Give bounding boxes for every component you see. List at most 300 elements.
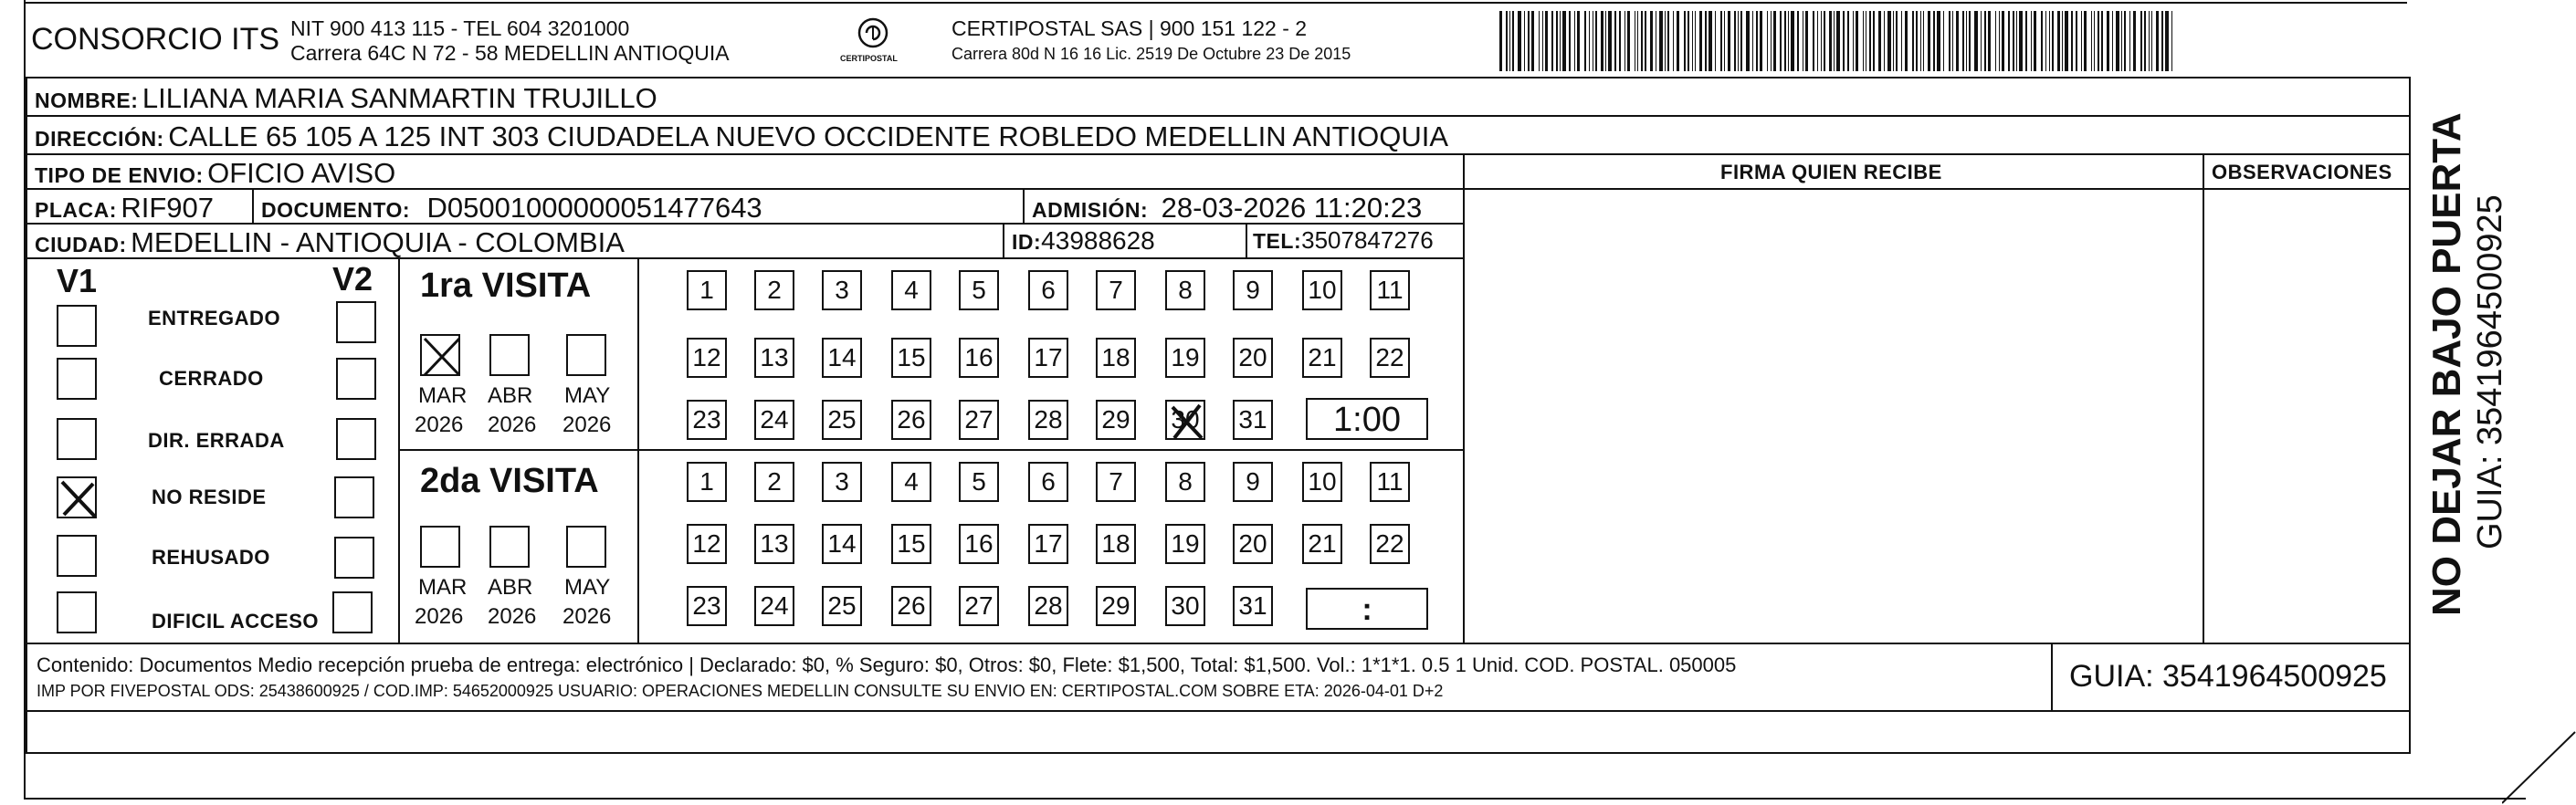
second-visit-day-29[interactable]: 29 (1096, 586, 1136, 626)
barcode-bar (1896, 11, 1898, 71)
barcode-bar (1562, 11, 1566, 71)
barcode-bar (1767, 11, 1768, 71)
barcode-bar (1569, 11, 1571, 71)
first-visit-day-27[interactable]: 27 (959, 400, 999, 440)
direccion-value: CALLE 65 105 A 125 INT 303 CIUDADELA NUEVO OCCIDENTE ROBLEDO MEDELLIN ANTIOQUIA (168, 120, 1449, 152)
page-edge-left (24, 0, 26, 800)
first-visit-day-28[interactable]: 28 (1028, 400, 1068, 440)
barcode-bar (1709, 11, 1712, 71)
ciudad-value: MEDELLIN - ANTIOQUIA - COLOMBIA (131, 226, 625, 258)
barcode-bar (1509, 11, 1510, 71)
v1-checkbox-rehusado[interactable] (57, 535, 97, 577)
first-visit-time-box[interactable] (1306, 398, 1428, 440)
barcode-bar (1595, 11, 1597, 71)
barcode-bar (1984, 11, 1986, 71)
tipo-label: TIPO DE ENVIO: (35, 163, 204, 187)
second-visit-day-11[interactable]: 11 (1370, 462, 1410, 502)
v1-checkbox-cerrado[interactable] (57, 358, 97, 400)
first-visit-day-5[interactable]: 5 (959, 270, 999, 310)
vrule-placa (252, 188, 254, 223)
second-visit-day-22[interactable]: 22 (1370, 524, 1410, 564)
barcode-bar (1974, 11, 1978, 71)
barcode-bar (1878, 11, 1881, 71)
barcode-bar (2065, 11, 2068, 71)
barcode-bar (1966, 11, 1967, 71)
barcode-bar (1677, 11, 1679, 71)
second-visit-day-6[interactable]: 6 (1028, 462, 1068, 502)
barcode-bar (1560, 11, 1561, 71)
v1-heading: V1 (57, 262, 98, 299)
first-visit-day-3[interactable]: 3 (822, 270, 862, 310)
barcode (1499, 11, 2184, 71)
first-visit-day-14[interactable]: 14 (822, 338, 862, 378)
second-visit-day-21[interactable]: 21 (1302, 524, 1342, 564)
certipostal-logo (827, 13, 919, 68)
second-visit-year-may: 2026 (563, 604, 612, 629)
barcode-bar (1943, 11, 1944, 71)
vrule-admision (1023, 188, 1025, 223)
second-visit-month-abr: ABR (488, 575, 533, 600)
second-visit-day-25[interactable]: 25 (822, 586, 862, 626)
rule-columns-header (1463, 188, 2411, 190)
barcode-bar (2008, 11, 2010, 71)
barcode-bar (2098, 11, 2099, 71)
nombre-label: NOMBRE: (35, 89, 139, 112)
v1-checkbox-dir-errada[interactable] (57, 418, 97, 460)
v2-checkbox-dificil-acceso[interactable] (332, 591, 373, 633)
first-visit-day-18[interactable]: 18 (1096, 338, 1136, 378)
barcode-bar (1893, 11, 1894, 71)
barcode-bar (1999, 11, 2000, 71)
footer-contenido: Contenido: Documentos Medio recepción prueba de entrega: electrónico | Declarado: $0, % Seguro: $0, Otros: $0, Flete: $1,500, Total: $1,500. Vol.: 1*1*1. 0.5 1 Unid. COD. POSTAL. 050005 (37, 653, 1737, 676)
barcode-bar (1869, 11, 1871, 71)
second-visit-day-2[interactable]: 2 (754, 462, 794, 502)
barcode-bar (1756, 11, 1758, 71)
barcode-bar (1545, 11, 1548, 71)
first-visit-month-may: MAY (564, 383, 611, 408)
first-visit-month-may-checkbox[interactable] (566, 334, 606, 376)
barcode-bar (2045, 11, 2046, 71)
barcode-bar (1956, 11, 1959, 71)
nombre-row (35, 84, 657, 112)
barcode-bar (1724, 11, 1725, 71)
first-visit-day-23[interactable]: 23 (687, 400, 727, 440)
barcode-bar (1512, 11, 1514, 71)
company-address: Carrera 64C N 72 - 58 MEDELLIN ANTIOQUIA (290, 41, 730, 65)
barcode-bar (1952, 11, 1953, 71)
second-visit-day-18[interactable]: 18 (1096, 524, 1136, 564)
barcode-bar (1920, 11, 1921, 71)
vrule-tel (1246, 223, 1247, 257)
barcode-bar (1539, 11, 1540, 71)
second-visit-day-20[interactable]: 20 (1233, 524, 1273, 564)
barcode-bar (2091, 11, 2092, 71)
barcode-bar (1901, 11, 1902, 71)
second-visit-time: : (1362, 592, 1372, 627)
id-row (1012, 228, 1155, 254)
logo-text: CERTIPOSTAL (840, 54, 898, 63)
footer-imp: IMP POR FIVEPOSTAL ODS: 25438600925 / COD.IMP: 54652000925 USUARIO: OPERACIONES MEDELLIN CONSULTE SU ENVIO EN: CERTIPOSTAL.COM SOBRE ETA: 2026-04-01 D+2 (37, 682, 1444, 700)
v1-checkbox-no-reside[interactable] (57, 476, 97, 518)
barcode-bar (1528, 11, 1530, 71)
barcode-bar (1577, 11, 1580, 71)
barcode-bar (1933, 11, 1935, 71)
barcode-bar (2094, 11, 2095, 71)
first-visit-month-mar: MAR (418, 383, 468, 408)
barcode-bar (1873, 11, 1875, 71)
barcode-bar (2165, 11, 2169, 71)
placa-value: RIF907 (121, 192, 215, 224)
barcode-bar (1923, 11, 1924, 71)
barcode-bar (2101, 11, 2103, 71)
barcode-bar (1817, 11, 1818, 71)
barcode-bar (2013, 11, 2014, 71)
first-visit-day-24[interactable]: 24 (754, 400, 794, 440)
first-visit-day-8[interactable]: 8 (1165, 270, 1205, 310)
v2-heading: V2 (332, 260, 373, 298)
second-visit-day-3[interactable]: 3 (822, 462, 862, 502)
documento-label: DOCUMENTO: (261, 198, 411, 222)
barcode-bar (1524, 11, 1525, 71)
first-visit-day-2[interactable]: 2 (754, 270, 794, 310)
status-label-no-reside: NO RESIDE (152, 486, 267, 508)
barcode-bar (1949, 11, 1950, 71)
placa-row (35, 193, 214, 222)
first-visit-year-mar: 2026 (415, 413, 464, 437)
first-visit-day-15[interactable]: 15 (891, 338, 931, 378)
barcode-bar (1688, 11, 1689, 71)
barcode-bar (1969, 11, 1971, 71)
barcode-bar (2019, 11, 2023, 71)
first-visit-day-6[interactable]: 6 (1028, 270, 1068, 310)
barcode-bar (1843, 11, 1845, 71)
barcode-bar (2171, 11, 2172, 71)
barcode-bar (1834, 11, 1835, 71)
first-visit-day-21[interactable]: 21 (1302, 338, 1342, 378)
first-visit-month-abr-checkbox[interactable] (489, 334, 530, 376)
barcode-bar (2025, 11, 2027, 71)
barcode-bar (1760, 11, 1762, 71)
second-visit-day-13[interactable]: 13 (754, 524, 794, 564)
second-visit-month-mar-checkbox[interactable] (420, 526, 460, 568)
barcode-bar (1699, 11, 1702, 71)
second-visit-month-mar: MAR (418, 575, 468, 600)
v2-checkbox-entregado[interactable] (336, 301, 376, 343)
v1-checkbox-entregado[interactable] (57, 305, 97, 347)
barcode-bar (1608, 11, 1612, 71)
barcode-bar (1720, 11, 1722, 71)
barcode-bar (1746, 11, 1750, 71)
barcode-bar (1847, 11, 1849, 71)
barcode-bar (1988, 11, 1991, 71)
page-edge-bottom (24, 798, 2526, 800)
first-visit-day-17[interactable]: 17 (1028, 338, 1068, 378)
barcode-bar (1542, 11, 1543, 71)
second-visit-day-1[interactable]: 1 (687, 462, 727, 502)
first-visit-day-9[interactable]: 9 (1233, 270, 1273, 310)
second-visit-day-30[interactable]: 30 (1165, 586, 1205, 626)
side-warning: NO DEJAR BAJO PUERTA (2424, 112, 2469, 616)
footer-guia: GUIA: 3541964500925 (2069, 659, 2387, 694)
firma-header: FIRMA QUIEN RECIBE (1720, 161, 1942, 183)
barcode-bar (1752, 11, 1753, 71)
barcode-bar (1937, 11, 1940, 71)
first-visit-time: 1:00 (1333, 401, 1401, 439)
first-visit-day-30[interactable]: 30 (1165, 400, 1205, 440)
barcode-bar (2052, 11, 2054, 71)
barcode-bar (1506, 11, 1508, 71)
second-visit-day-23[interactable]: 23 (687, 586, 727, 626)
first-visit-day-1[interactable]: 1 (687, 270, 727, 310)
barcode-bar (2084, 11, 2087, 71)
first-visit-day-19[interactable]: 19 (1165, 338, 1205, 378)
vrule-footer-guia (2051, 643, 2053, 710)
barcode-bar (2107, 11, 2109, 71)
second-visit-day-19[interactable]: 19 (1165, 524, 1205, 564)
barcode-bar (1705, 11, 1707, 71)
first-visit-day-25[interactable]: 25 (822, 400, 862, 440)
v2-checkbox-dir-errada[interactable] (336, 418, 376, 460)
barcode-bar (2031, 11, 2032, 71)
courier-name: CERTIPOSTAL SAS | 900 151 122 - 2 (952, 16, 1308, 40)
first-visit-day-10[interactable]: 10 (1302, 270, 1342, 310)
barcode-bar (2112, 11, 2113, 71)
placa-label: PLACA: (35, 198, 117, 222)
second-visit-month-may-checkbox[interactable] (566, 526, 606, 568)
second-visit-title: 2da VISITA (420, 462, 599, 500)
second-visit-day-4[interactable]: 4 (891, 462, 931, 502)
first-visit-year-abr: 2026 (488, 413, 537, 437)
id-value: 43988628 (1041, 226, 1155, 255)
barcode-bar (1780, 11, 1782, 71)
barcode-bar (1673, 11, 1674, 71)
rule-footer-bottom (26, 710, 2411, 712)
barcode-bar (1836, 11, 1840, 71)
barcode-bar (1824, 11, 1825, 71)
barcode-bar (2129, 11, 2130, 71)
barcode-bar (2144, 11, 2146, 71)
barcode-bar (1928, 11, 1930, 71)
barcode-bar (1499, 11, 1502, 71)
second-visit-month-abr-checkbox[interactable] (489, 526, 530, 568)
barcode-bar (1605, 11, 1606, 71)
admision-value: 28-03-2026 11:20:23 (1161, 192, 1423, 224)
barcode-bar (2071, 11, 2073, 71)
second-visit-day-26[interactable]: 26 (891, 586, 931, 626)
barcode-bar (1650, 11, 1653, 71)
barcode-bar (2057, 11, 2060, 71)
barcode-bar (2133, 11, 2136, 71)
ciudad-label: CIUDAD: (35, 233, 127, 256)
barcode-bar (1734, 11, 1736, 71)
second-visit-year-mar: 2026 (415, 604, 464, 629)
barcode-bar (2156, 11, 2159, 71)
v1-checkbox-dificil-acceso[interactable] (57, 591, 97, 633)
barcode-bar (2140, 11, 2142, 71)
v2-checkbox-no-reside[interactable] (334, 476, 374, 518)
barcode-bar (1884, 11, 1885, 71)
observaciones-header: OBSERVACIONES (2212, 161, 2392, 183)
barcode-bar (1788, 11, 1789, 71)
second-visit-day-10[interactable]: 10 (1302, 462, 1342, 502)
second-visit-day-27[interactable]: 27 (959, 586, 999, 626)
first-visit-day-20[interactable]: 20 (1233, 338, 1273, 378)
barcode-bar (1665, 11, 1666, 71)
barcode-bar (2151, 11, 2152, 71)
second-visit-day-28[interactable]: 28 (1028, 586, 1068, 626)
barcode-bar (2002, 11, 2004, 71)
second-visit-day-7[interactable]: 7 (1096, 462, 1136, 502)
barcode-bar (2062, 11, 2063, 71)
barcode-bar (1641, 11, 1643, 71)
tel-label: TEL: (1253, 229, 1302, 253)
barcode-bar (1624, 11, 1625, 71)
first-visit-title: 1ra VISITA (420, 267, 592, 305)
first-visit-day-4[interactable]: 4 (891, 270, 931, 310)
first-visit-day-13[interactable]: 13 (754, 338, 794, 378)
barcode-bar (2016, 11, 2017, 71)
handwritten-x-mark (58, 478, 99, 520)
barcode-bar (2124, 11, 2126, 71)
status-label-cerrado: CERRADO (159, 367, 264, 390)
barcode-bar (1619, 11, 1621, 71)
barcode-bar (1556, 11, 1558, 71)
second-visit-day-9[interactable]: 9 (1233, 462, 1273, 502)
barcode-bar (2081, 11, 2082, 71)
barcode-bar (1692, 11, 1693, 71)
barcode-bar (2049, 11, 2050, 71)
barcode-bar (1863, 11, 1864, 71)
barcode-bar (1821, 11, 1822, 71)
company-name: CONSORCIO ITS (31, 22, 280, 57)
barcode-bar (1518, 11, 1521, 71)
barcode-bar (1574, 11, 1575, 71)
first-visit-day-26[interactable]: 26 (891, 400, 931, 440)
tel-row (1253, 228, 1434, 252)
status-label-rehusado: REHUSADO (152, 546, 270, 569)
barcode-bar (1728, 11, 1730, 71)
second-visit-year-abr: 2026 (488, 604, 537, 629)
barcode-bar (1856, 11, 1858, 71)
barcode-bar (1905, 11, 1908, 71)
rule-footer-top (26, 643, 2411, 644)
vrule-form-right (1463, 153, 1465, 643)
barcode-bar (1805, 11, 1808, 71)
first-visit-day-22[interactable]: 22 (1370, 338, 1410, 378)
handwritten-x-mark (422, 336, 462, 378)
rule-after-nombre (26, 115, 2411, 117)
second-visit-day-12[interactable]: 12 (687, 524, 727, 564)
v2-checkbox-rehusado[interactable] (334, 537, 374, 579)
tel-value: 3507847276 (1301, 226, 1434, 254)
barcode-bar (2041, 11, 2043, 71)
barcode-bar (2034, 11, 2036, 71)
barcode-bar (1773, 11, 1776, 71)
courier-address: Carrera 80d N 16 16 Lic. 2519 De Octubre 23 De 2015 (952, 45, 1351, 63)
second-visit-time-box[interactable] (1306, 588, 1428, 630)
barcode-bar (1627, 11, 1630, 71)
barcode-bar (1738, 11, 1739, 71)
second-visit-day-16[interactable]: 16 (959, 524, 999, 564)
first-visit-day-29[interactable]: 29 (1096, 400, 1136, 440)
barcode-bar (2076, 11, 2077, 71)
barcode-bar (1797, 11, 1799, 71)
barcode-bar (1589, 11, 1590, 71)
barcode-bar (1551, 11, 1553, 71)
id-label: ID: (1012, 230, 1042, 254)
barcode-bar (2149, 11, 2150, 71)
second-visit-day-31[interactable]: 31 (1233, 586, 1273, 626)
barcode-bar (2161, 11, 2163, 71)
status-label-dificil-acceso: DIFICIL ACCESO (152, 610, 320, 632)
barcode-bar (1637, 11, 1638, 71)
documento-value: D05001000000051477643 (426, 192, 762, 224)
admision-row (1032, 193, 1422, 222)
direccion-row (35, 122, 1448, 151)
barcode-bar (1584, 11, 1586, 71)
barcode-bar (1813, 11, 1814, 71)
first-visit-year-may: 2026 (563, 413, 612, 437)
handwritten-x-mark (1167, 402, 1207, 442)
second-visit-day-15[interactable]: 15 (891, 524, 931, 564)
second-visit-day-24[interactable]: 24 (754, 586, 794, 626)
barcode-bar (1771, 11, 1772, 71)
barcode-bar (1784, 11, 1786, 71)
status-label-entregado: ENTREGADO (148, 307, 281, 329)
barcode-bar (2121, 11, 2122, 71)
first-visit-day-16[interactable]: 16 (959, 338, 999, 378)
barcode-bar (1962, 11, 1964, 71)
direccion-label: DIRECCIÓN: (35, 127, 164, 151)
admision-label: ADMISIÓN: (1032, 198, 1149, 222)
top-rule (24, 2, 2407, 4)
documento-row (261, 193, 762, 222)
second-visit-day-14[interactable]: 14 (822, 524, 862, 564)
status-label-dir-errada: DIR. ERRADA (148, 429, 285, 452)
v2-checkbox-cerrado[interactable] (336, 358, 376, 400)
barcode-bar (1614, 11, 1616, 71)
first-visit-month-abr: ABR (488, 383, 533, 408)
tipo-row (35, 159, 395, 187)
rule-visit-split (398, 449, 1463, 451)
second-visit-month-may: MAY (564, 575, 611, 600)
barcode-bar (1695, 11, 1696, 71)
company-nit-tel: NIT 900 413 115 - TEL 604 3201000 (290, 16, 630, 40)
second-visit-day-17[interactable]: 17 (1028, 524, 1068, 564)
side-guia: GUIA: 3541964500925 (2471, 194, 2509, 549)
first-visit-month-mar-checkbox[interactable] (420, 334, 460, 376)
second-visit-day-8[interactable]: 8 (1165, 462, 1205, 502)
barcode-bar (1531, 11, 1534, 71)
nombre-value: LILIANA MARIA SANMARTIN TRUJILLO (142, 82, 657, 114)
barcode-bar (1645, 11, 1646, 71)
barcode-bar (1659, 11, 1663, 71)
barcode-bar (1912, 11, 1914, 71)
second-visit-day-5[interactable]: 5 (959, 462, 999, 502)
first-visit-day-7[interactable]: 7 (1096, 270, 1136, 310)
barcode-bar (1853, 11, 1854, 71)
tipo-value: OFICIO AVISO (207, 157, 396, 189)
barcode-bar (1916, 11, 1918, 71)
first-visit-day-31[interactable]: 31 (1233, 400, 1273, 440)
rule-after-direccion (26, 153, 2411, 155)
ciudad-row (35, 228, 625, 256)
barcode-bar (1887, 11, 1891, 71)
first-visit-day-11[interactable]: 11 (1370, 270, 1410, 310)
vrule-observaciones (2203, 153, 2204, 643)
barcode-bar (1601, 11, 1603, 71)
first-visit-day-12[interactable]: 12 (687, 338, 727, 378)
